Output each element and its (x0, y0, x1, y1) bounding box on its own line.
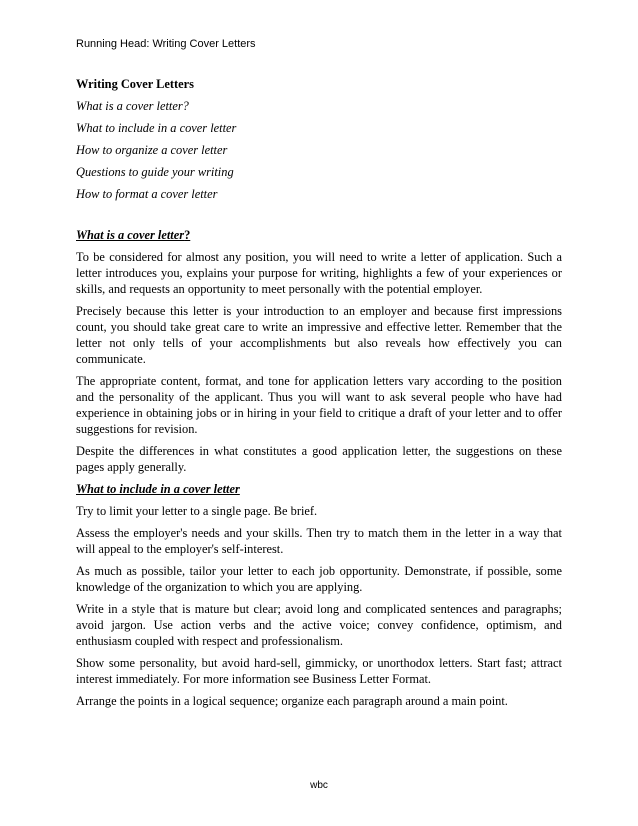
paragraph: Arrange the points in a logical sequence; organize each paragraph around a main point. (76, 694, 508, 708)
running-head: Running Head: Writing Cover Letters (76, 38, 256, 50)
document-body (76, 76, 562, 715)
section-heading (76, 227, 562, 243)
section-heading-tail: ? (184, 228, 191, 242)
paragraph: Despite the differences in what constitutes a good application letter, the suggestions on these pages apply generally. (76, 444, 562, 474)
paragraph: To be considered for almost any position, you will need to write a letter of application. Such a letter introduces you, explains your purpose for writing, highlights a few of your experiences or skills, and requests an opportunity to meet personally with the potential employer. (76, 250, 562, 296)
table-of-contents (76, 98, 562, 202)
toc-item: How to format a cover letter (76, 187, 218, 201)
paragraph: As much as possible, tailor your letter to each job opportunity. Demonstrate, if possible, some knowledge of the organization to which you are applying. (76, 564, 562, 594)
toc-item: What to include in a cover letter (76, 121, 237, 135)
paragraph: Try to limit your letter to a single page. Be brief. (76, 504, 318, 518)
spacer (76, 208, 562, 227)
paragraph: The appropriate content, format, and tone for application letters vary according to the position and the personality of the applicant. Thus you will want to ask several people who have had experience in obtaining jobs or in hiring in your field to critique a draft of your letter and to offer suggestions for revision. (76, 374, 562, 436)
page-footer: wbc (310, 780, 328, 791)
section-heading: What to include in a cover letter (76, 482, 240, 496)
document-title: Writing Cover Letters (76, 77, 194, 91)
section-what-to-include (76, 481, 562, 709)
section-heading-text: What is a cover letter (76, 228, 185, 242)
paragraph: Precisely because this letter is your introduction to an employer and because first impressions count, you should take great care to write an impressive and effective letter. Remember that the letter not only tells of your accomplishments but also reveals how effectively you can communicate. (76, 304, 562, 366)
section-what-is-cover-letter (76, 227, 562, 475)
toc-item: Questions to guide your writing (76, 165, 234, 179)
paragraph: Show some personality, but avoid hard-sell, gimmicky, or unorthodox letters. Start fast; attract interest immediately. For more information see Business Letter Format. (76, 656, 562, 686)
paragraph: Write in a style that is mature but clear; avoid long and complicated sentences and paragraphs; avoid jargon. Use action verbs and the active voice; convey confidence, optimism, and enthusiasm coupled with respect and professionalism. (76, 602, 562, 648)
paragraph: Assess the employer's needs and your skills. Then try to match them in the letter in a way that will appeal to the employer's self-interest. (76, 526, 562, 556)
toc-item: How to organize a cover letter (76, 143, 228, 157)
toc-item: What is a cover letter? (76, 99, 189, 113)
